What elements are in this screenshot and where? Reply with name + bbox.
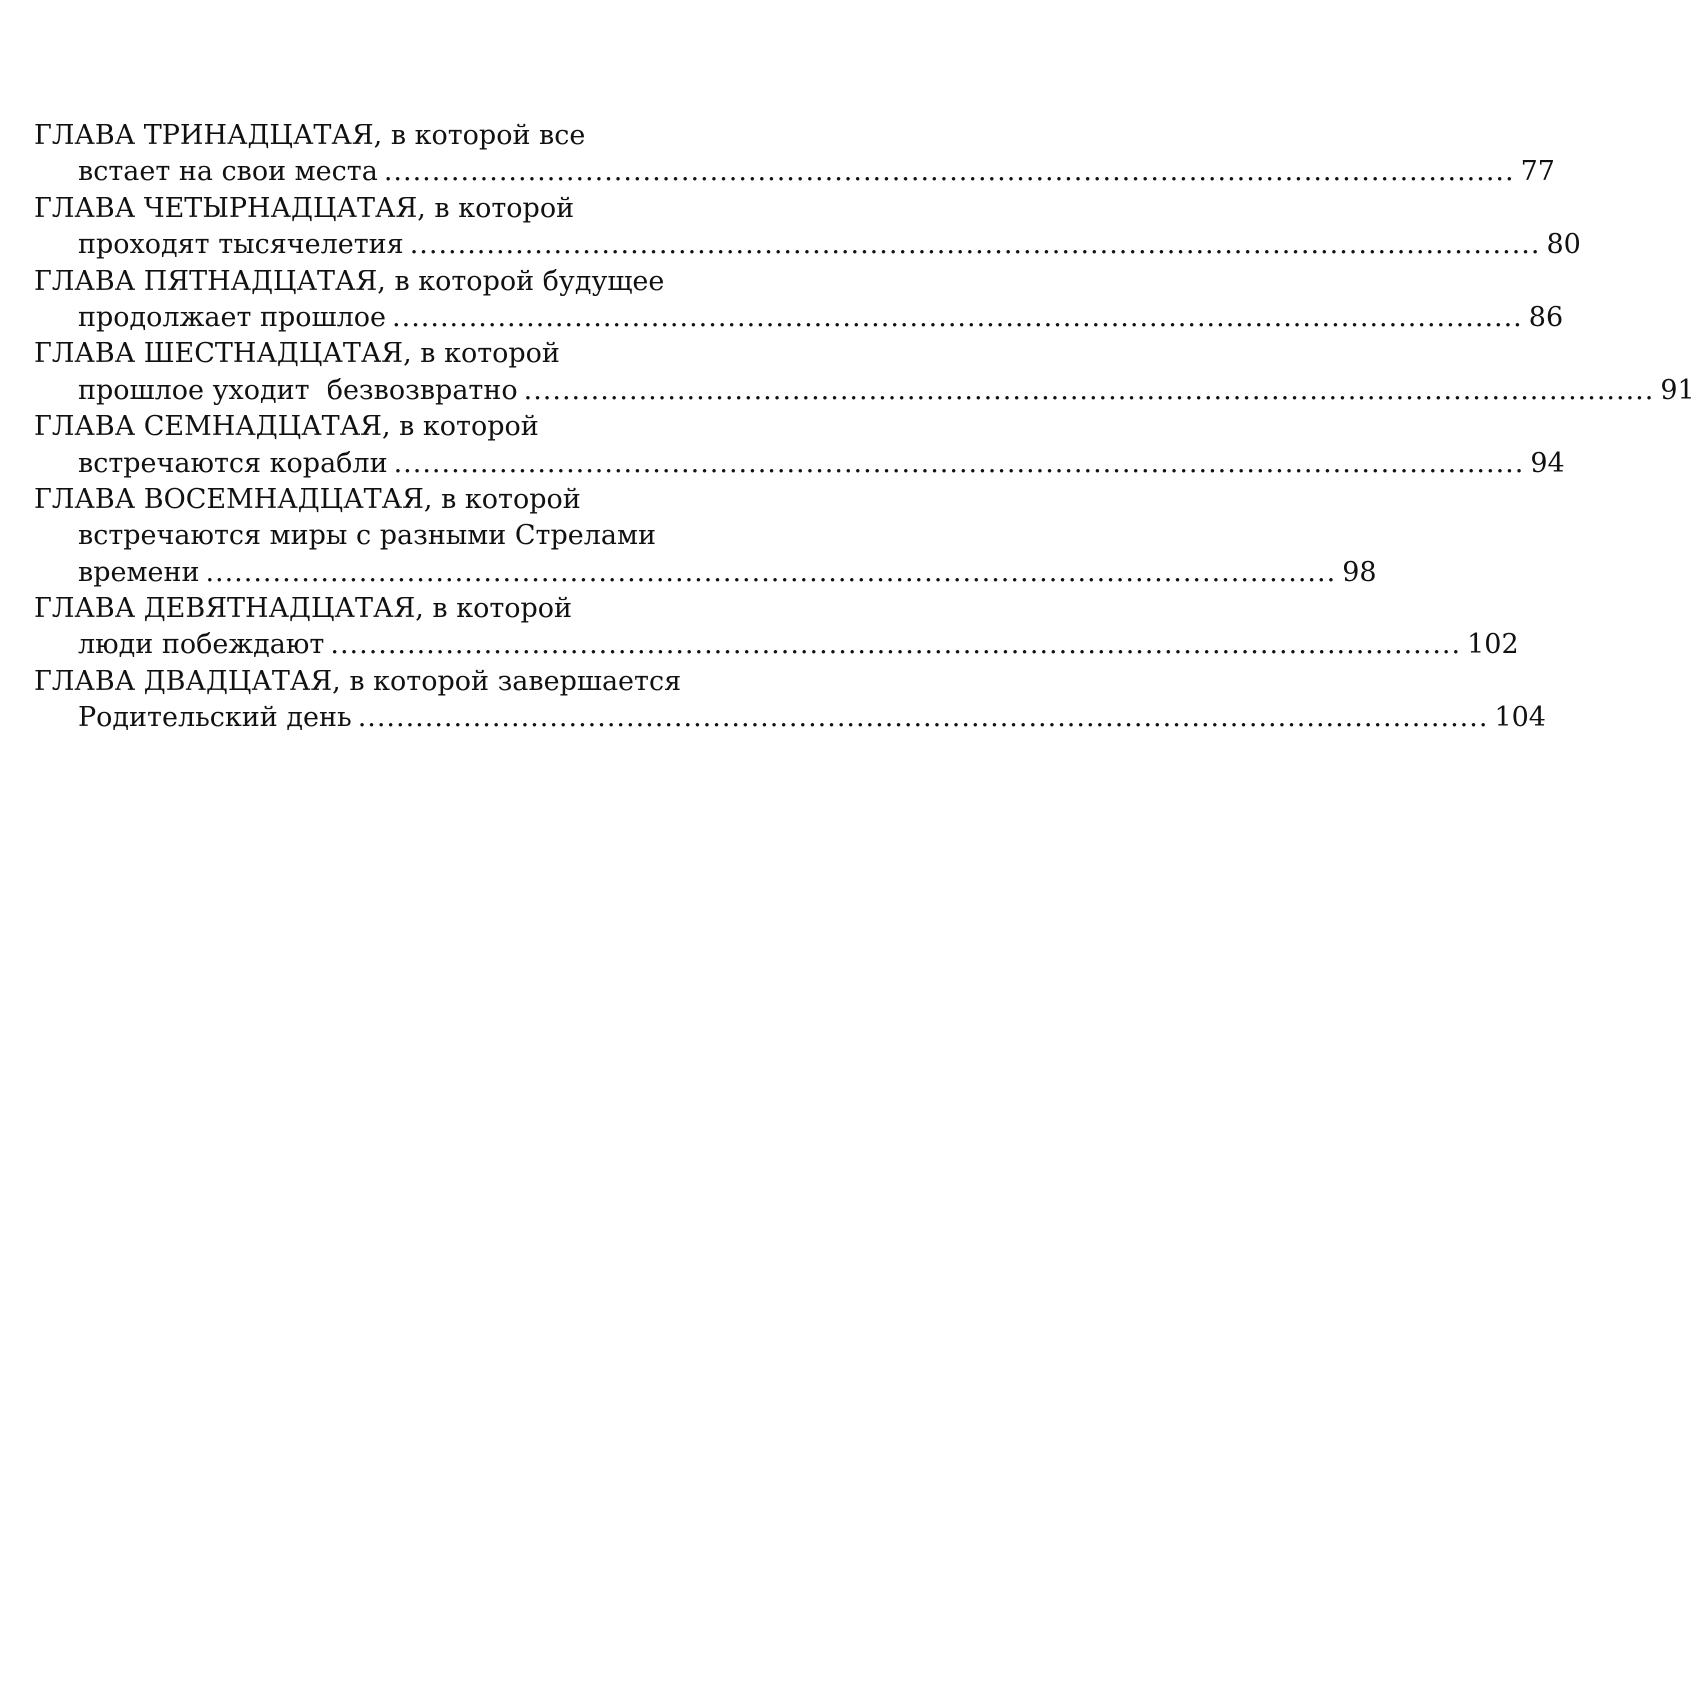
chapter-subtitle-start: в которой будущее bbox=[385, 265, 665, 297]
chapter-title: ГЛАВА СЕМНАДЦАТАЯ, bbox=[34, 411, 391, 443]
toc-entry[interactable] bbox=[34, 591, 1519, 664]
dot-leader: ...................................................................................................................... bbox=[383, 156, 1515, 188]
toc-entry[interactable] bbox=[34, 409, 1565, 482]
toc-entry[interactable] bbox=[34, 264, 1564, 337]
dot-leader: ...................................................................................................................... bbox=[523, 374, 1655, 406]
toc-entry-last-line bbox=[34, 154, 1555, 190]
chapter-subtitle-end: встает на свои места bbox=[78, 156, 378, 188]
chapter-subtitle-start: в которой bbox=[425, 192, 575, 224]
page-number: 94 bbox=[1530, 447, 1565, 479]
chapter-title: ГЛАВА ЧЕТЫРНАДЦАТАЯ, bbox=[34, 192, 426, 224]
toc-entry[interactable] bbox=[34, 482, 1377, 591]
chapter-subtitle-start: в которой завершается bbox=[340, 665, 682, 697]
chapter-subtitle-middle: встречаются миры с разными Стрелами bbox=[78, 520, 656, 552]
chapter-subtitle-end: продолжает прошлое bbox=[78, 301, 387, 333]
chapter-title: ГЛАВА ВОСЕМНАДЦАТАЯ, bbox=[34, 483, 433, 515]
toc-entry-last-line bbox=[34, 700, 1546, 736]
toc-entry-first-line bbox=[34, 409, 934, 445]
page-number: 104 bbox=[1494, 702, 1546, 734]
toc-entry-last-line bbox=[34, 555, 1377, 591]
dot-leader: ...................................................................................................................... bbox=[205, 556, 1337, 588]
toc-entry[interactable] bbox=[34, 118, 1555, 191]
toc-entry-first-line bbox=[34, 118, 934, 154]
page-number: 86 bbox=[1528, 301, 1564, 333]
chapter-title: ГЛАВА ТРИНАДЦАТАЯ, bbox=[34, 120, 383, 151]
dot-leader: ...................................................................................................................... bbox=[357, 702, 1489, 734]
chapter-subtitle-start: в которой bbox=[390, 411, 539, 443]
chapter-title: ГЛАВА ДВАДЦАТАЯ, bbox=[34, 665, 341, 697]
toc-entry-first-line bbox=[34, 191, 934, 227]
page-number: 77 bbox=[1520, 156, 1555, 188]
dot-leader: ...................................................................................................................... bbox=[393, 447, 1525, 479]
dot-leader: ...................................................................................................................... bbox=[392, 301, 1523, 333]
chapter-subtitle-end: Родительский день bbox=[78, 702, 352, 734]
toc-entry-last-line bbox=[34, 627, 1519, 663]
page-number: 102 bbox=[1467, 629, 1519, 661]
chapter-subtitle-start: в которой bbox=[423, 593, 573, 625]
page-number: 91 bbox=[1660, 374, 1695, 406]
chapter-subtitle-start: в которой все bbox=[382, 120, 586, 151]
chapter-subtitle-end: люди побеждают bbox=[78, 629, 325, 661]
chapter-subtitle-start: в которой bbox=[411, 338, 560, 370]
toc-entry-first-line bbox=[34, 591, 934, 627]
toc-entry-first-line bbox=[34, 336, 934, 372]
page-number: 98 bbox=[1342, 556, 1377, 588]
chapter-title: ГЛАВА ДЕВЯТНАДЦАТАЯ, bbox=[34, 593, 424, 625]
chapter-title: ГЛАВА ПЯТНАДЦАТАЯ, bbox=[34, 265, 386, 297]
toc-entry-first-line bbox=[34, 264, 934, 300]
toc-entry-last-line bbox=[34, 446, 1565, 482]
toc-entry[interactable] bbox=[34, 191, 1581, 264]
chapter-subtitle-end: времени bbox=[78, 556, 200, 588]
toc-entry-last-line bbox=[34, 300, 1564, 336]
toc-entry-first-line bbox=[34, 482, 934, 518]
chapter-subtitle-start: в которой bbox=[432, 483, 581, 515]
toc-entry[interactable] bbox=[34, 664, 1546, 737]
toc-entry-last-line bbox=[34, 227, 1581, 263]
toc-entry-first-line bbox=[34, 664, 934, 700]
chapter-subtitle-end: проходят тысячелетия bbox=[78, 229, 404, 261]
chapter-subtitle-end: прошлое уходит безвозвратно bbox=[78, 374, 518, 406]
page-number: 80 bbox=[1546, 229, 1581, 261]
table-of-contents bbox=[34, 118, 1695, 737]
toc-entry[interactable] bbox=[34, 336, 1695, 409]
chapter-title: ГЛАВА ШЕСТНАДЦАТАЯ, bbox=[34, 338, 412, 370]
dot-leader: ...................................................................................................................... bbox=[330, 629, 1462, 661]
dot-leader: ...................................................................................................................... bbox=[409, 229, 1541, 261]
chapter-subtitle-end: встречаются корабли bbox=[78, 447, 388, 479]
toc-entry-last-line bbox=[34, 373, 1695, 409]
